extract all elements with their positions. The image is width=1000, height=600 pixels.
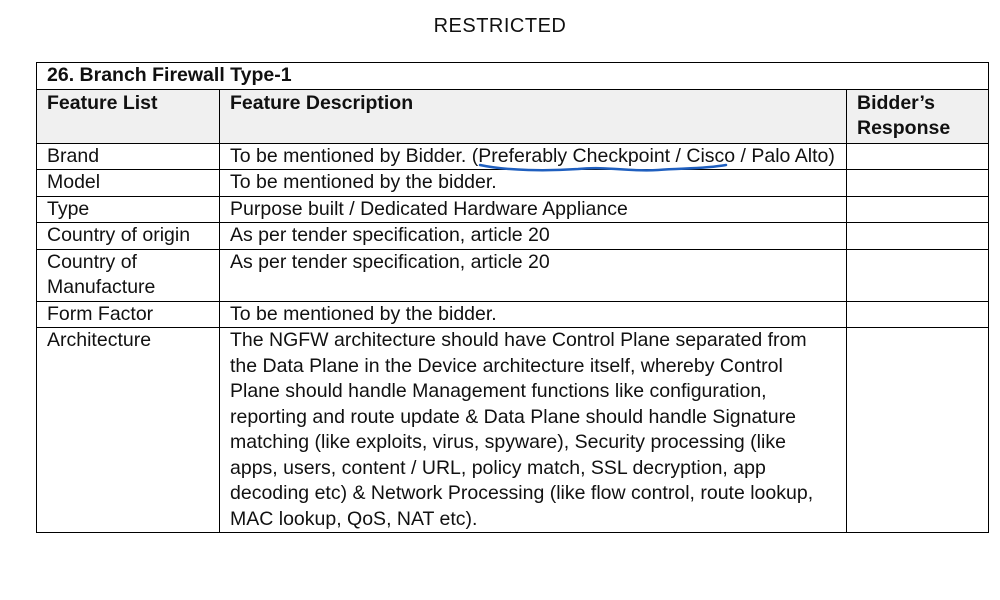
feature-cell: Type bbox=[37, 196, 220, 223]
response-cell[interactable] bbox=[847, 143, 989, 170]
table-title-row bbox=[37, 63, 989, 90]
feature-cell: Brand bbox=[37, 143, 220, 170]
description-cell: As per tender specification, article 20 bbox=[220, 223, 847, 250]
table-row bbox=[37, 143, 989, 170]
description-cell: As per tender specification, article 20 bbox=[220, 249, 847, 301]
table-row bbox=[37, 301, 989, 328]
response-cell[interactable] bbox=[847, 196, 989, 223]
response-cell[interactable] bbox=[847, 249, 989, 301]
table-row bbox=[37, 249, 989, 301]
table-header-row bbox=[37, 89, 989, 143]
description-cell: The NGFW architecture should have Control Plane separated from the Data Plane in the Device architecture itself, whereby Control Plane should handle Management functions like configuration, reporting and route update & Data Plane should handle Signature matching (like exploits, virus, spyware), Security processing (like apps, users, content / URL, policy match, SSL decryption, app decoding etc) & Network Processing (like flow control, route lookup, MAC lookup, QoS, NAT etc). bbox=[220, 328, 847, 533]
description-text: To be mentioned by Bidder. ( bbox=[230, 144, 479, 167]
response-cell[interactable] bbox=[847, 223, 989, 250]
column-header-feature-description: Feature Description bbox=[220, 89, 847, 143]
feature-cell: Country of origin bbox=[37, 223, 220, 250]
feature-cell: Architecture bbox=[37, 328, 220, 533]
column-header-feature-list: Feature List bbox=[37, 89, 220, 143]
highlighted-text-content: Preferably Checkpoint / bbox=[478, 144, 681, 167]
response-cell[interactable] bbox=[847, 301, 989, 328]
table-row bbox=[37, 196, 989, 223]
table-title: 26. Branch Firewall Type-1 bbox=[37, 63, 989, 90]
description-cell: To be mentioned by the bidder. bbox=[220, 301, 847, 328]
table-row bbox=[37, 170, 989, 197]
feature-cell: Country of Manufacture bbox=[37, 249, 220, 301]
response-cell[interactable] bbox=[847, 170, 989, 197]
description-text-suffix: Cisco / Palo Alto) bbox=[680, 144, 835, 167]
feature-cell: Form Factor bbox=[37, 301, 220, 328]
classification-header: RESTRICTED bbox=[433, 15, 567, 37]
table-row bbox=[37, 328, 989, 533]
column-header-bidders-response: Bidder’s Response bbox=[847, 89, 989, 143]
response-cell[interactable] bbox=[847, 328, 989, 533]
description-cell bbox=[220, 143, 847, 170]
table-row bbox=[37, 223, 989, 250]
description-cell: To be mentioned by the bidder. bbox=[220, 170, 847, 197]
feature-cell: Model bbox=[37, 170, 220, 197]
highlighted-text bbox=[478, 145, 681, 167]
firewall-spec-table bbox=[36, 62, 989, 533]
description-cell: Purpose built / Dedicated Hardware Appliance bbox=[220, 196, 847, 223]
